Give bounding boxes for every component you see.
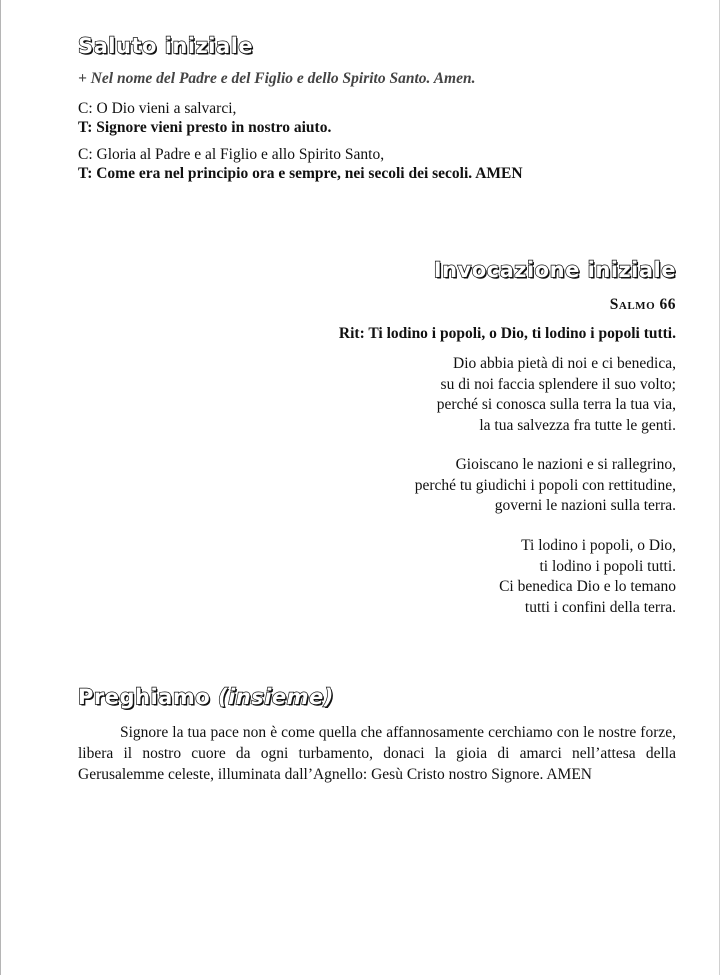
heading-saluto-iniziale: Saluto iniziale [78,34,254,58]
psalm-verse: Dio abbia pietà di noi e ci benedica, [453,355,676,372]
heading-invocazione-iniziale: Invocazione iniziale [433,258,676,282]
celebrant-line-2: C: Gloria al Padre e al Figlio e allo Spirito Santo, [78,146,385,163]
heading-preghiamo-label: Preghiamo [78,685,211,709]
psalm-verse: Ci benedica Dio e lo temano [499,578,676,595]
psalm-refrain: Rit: Ti lodino i popoli, o Dio, ti lodino i popoli tutti. [338,325,676,342]
response-line-2: T: Come era nel principio ora e sempre, nei secoli dei secoli. AMEN [78,165,523,182]
psalm-verse: perché tu giudichi i popoli con rettitudine, [414,476,676,494]
psalm-verse: Gioiscano le nazioni e si rallegrino, [455,456,676,473]
page-left-edge [0,0,1,975]
psalm-verse: governi le nazioni sulla terra. [494,497,676,514]
psalm-verse: su di noi faccia splendere il suo volto; [440,375,676,393]
psalm-stanza [415,455,676,517]
psalm-verse: tutti i confini della terra. [524,598,676,616]
heading-preghiamo-note: (insieme) [217,685,334,709]
sign-of-cross-line: + Nel nome del Padre e del Figlio e dello Spirito Santo. Amen. [78,70,476,87]
response-line-1: T: Signore vieni presto in nostro aiuto. [78,119,332,136]
psalm-stanza [437,354,676,436]
page-content [78,0,676,975]
psalm-verse: ti lodino i popoli tutti. [539,557,676,575]
psalm-verse: perché si conosca sulla terra la tua via, [436,396,676,413]
prayer-text: Signore la tua pace non è come quella che affannosamente cerchiamo con le nostre forze, libera il nostro cuore da ogni turbamento, donaci la gioia di amarci nell’attesa della Gerusalemme celeste, illuminata dall’Agnello: Gesù Cristo nostro Signore. AMEN [78,724,676,783]
psalm-verse: la tua salvezza fra tutte le genti. [479,416,676,434]
psalm-stanza [499,536,676,618]
heading-preghiamo [78,687,334,708]
psalm-title: Salmo 66 [609,296,676,313]
celebrant-line-1: C: O Dio vieni a salvarci, [78,100,237,117]
psalm-verse: Ti lodino i popoli, o Dio, [521,537,676,554]
